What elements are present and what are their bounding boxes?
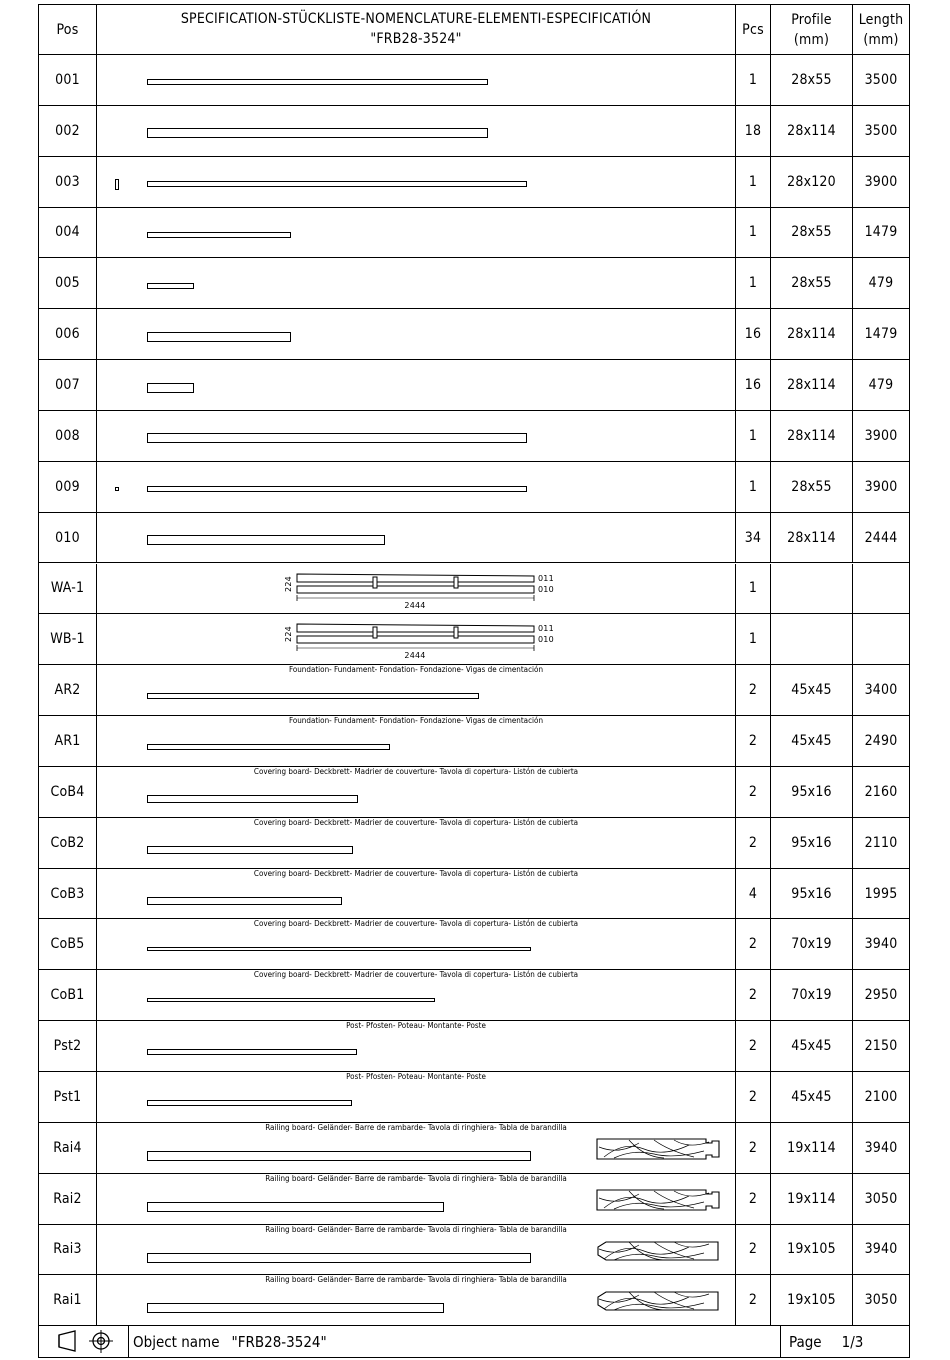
pos-cell: Rai1 [39, 1275, 97, 1325]
part-bar [147, 332, 291, 342]
header-length-label: Length [858, 11, 904, 28]
drawing-cell [97, 1021, 736, 1071]
profile-cell: 95x16 [771, 869, 853, 919]
pos-cell: 005 [39, 258, 97, 308]
part-bar [147, 1049, 357, 1055]
length-cell: 2150 [864, 1038, 898, 1055]
profile-cell: 45x45 [771, 716, 853, 766]
part-bar [147, 232, 291, 238]
pcs-cell: 2 [736, 1225, 771, 1275]
pos-cell: WA-1 [39, 564, 97, 614]
length-cell: 479 [868, 275, 894, 292]
header-profile-unit: (mm) [793, 31, 830, 48]
profile-cell: 28x114 [771, 513, 853, 563]
pcs-cell: 4 [736, 869, 771, 919]
drawing-cell [97, 1123, 736, 1173]
part-caption: Covering board- Deckbrett- Madrier de couverture- Tavola di copertura- Listón de cubierta [253, 766, 579, 776]
part-caption: Railing board- Geländer- Barre de rambarde- Tavola di ringhiera- Tabla de barandilla [265, 1122, 567, 1132]
table-row [39, 1225, 909, 1276]
part-bar [147, 693, 479, 699]
pos-cell: Rai2 [39, 1174, 97, 1224]
pcs-cell: 34 [736, 513, 771, 563]
drawing-cell [97, 1072, 736, 1122]
assembly-bottom-label: 010 [538, 584, 554, 594]
drawing-cell [97, 970, 736, 1020]
drawing-cell [97, 665, 736, 715]
assembly-width-label: 2444 [404, 651, 426, 661]
table-row [39, 919, 909, 970]
section-mark [115, 179, 119, 190]
length-cell: 2950 [864, 987, 898, 1004]
length-cell [853, 614, 909, 664]
part-bar [147, 846, 353, 854]
drawing-cell [97, 716, 736, 766]
header-pos-label: Pos [56, 21, 79, 38]
pos-cell: Pst2 [39, 1021, 97, 1071]
part-bar [147, 744, 390, 750]
pos-cell: 008 [39, 411, 97, 461]
drawing-cell [97, 411, 736, 461]
part-bar [147, 128, 488, 138]
drawing-cell [97, 1174, 736, 1224]
pcs-cell: 1 [736, 157, 771, 207]
part-bar [147, 486, 527, 492]
table-row [39, 360, 909, 411]
profile-cell: 70x19 [771, 919, 853, 969]
part-bar [147, 998, 435, 1002]
pos-cell: Rai3 [39, 1225, 97, 1275]
length-cell: 3050 [864, 1190, 898, 1207]
part-bar [147, 181, 527, 187]
pcs-cell: 1 [736, 258, 771, 308]
table-row [39, 665, 909, 716]
pos-cell: Pst1 [39, 1072, 97, 1122]
pcs-cell: 2 [736, 1174, 771, 1224]
object-name [133, 1326, 327, 1357]
pcs-cell: 2 [736, 767, 771, 817]
pcs-cell: 1 [736, 411, 771, 461]
pcs-cell: 2 [736, 1123, 771, 1173]
footer [39, 1325, 909, 1357]
profile-cell: 28x114 [771, 360, 853, 410]
header-length-unit: (mm) [863, 31, 899, 48]
table-row [39, 970, 909, 1021]
length-cell: 1479 [864, 224, 898, 241]
pos-cell: 004 [39, 208, 97, 258]
pos-cell: 010 [39, 513, 97, 563]
drawing-cell [97, 258, 736, 308]
pcs-cell: 2 [736, 1072, 771, 1122]
profile-cell: 28x55 [771, 258, 853, 308]
pos-cell: 001 [39, 55, 97, 105]
assembly-top-label: 011 [538, 624, 554, 634]
specification-sheet [38, 4, 910, 1358]
pcs-cell: 16 [736, 309, 771, 359]
pos-cell: CoB1 [39, 970, 97, 1020]
part-caption: Foundation- Fundament- Fondation- Fondazione- Vigas de cimentación [288, 716, 544, 726]
drawing-cell [97, 818, 736, 868]
part-caption: Railing board- Geländer- Barre de rambarde- Tavola di ringhiera- Tabla de barandilla [265, 1224, 567, 1234]
table-row [39, 513, 909, 564]
table-row [39, 767, 909, 818]
pcs-cell: 1 [736, 462, 771, 512]
part-bar [147, 1303, 444, 1313]
profile-cell: 28x120 [771, 157, 853, 207]
pcs-cell: 2 [736, 970, 771, 1020]
profile-cell: 45x45 [771, 1021, 853, 1071]
pos-cell: 007 [39, 360, 97, 410]
header-pcs-label: Pcs [742, 21, 764, 38]
pos-cell: 009 [39, 462, 97, 512]
pcs-cell: 2 [736, 818, 771, 868]
part-bar [147, 535, 385, 545]
assembly-top-label: 011 [538, 573, 554, 583]
pos-cell: 002 [39, 106, 97, 156]
part-bar [147, 1151, 531, 1161]
profile-cell: 28x55 [771, 208, 853, 258]
part-bar [147, 1100, 352, 1106]
profile-cell: 19x105 [771, 1275, 853, 1325]
drawing-cell [97, 767, 736, 817]
profile-cell: 28x114 [771, 411, 853, 461]
table-row [39, 208, 909, 259]
part-caption: Covering board- Deckbrett- Madrier de couverture- Tavola di copertura- Listón de cubierta [253, 868, 579, 878]
pcs-cell: 18 [736, 106, 771, 156]
page-value: 1/3 [841, 1332, 864, 1351]
drawing-cell [97, 309, 736, 359]
part-caption: Railing board- Geländer- Barre de rambarde- Tavola di ringhiera- Tabla de barandilla [265, 1173, 567, 1183]
profile-cell: 95x16 [771, 818, 853, 868]
pos-cell: WB-1 [39, 614, 97, 664]
drawing-cell [97, 614, 736, 664]
page-label: Page [789, 1332, 822, 1351]
drawing-cell [97, 360, 736, 410]
table-row [39, 106, 909, 157]
drawing-cell [97, 106, 736, 156]
pos-cell: CoB4 [39, 767, 97, 817]
length-cell: 3900 [864, 427, 898, 444]
length-cell: 3940 [864, 1241, 898, 1258]
title-line-1: SPECIFICATION-STÜCKLISTE-NOMENCLATURE-ELEMENTI-ESPECIFICATIÓN [180, 11, 652, 27]
profile-cell: 70x19 [771, 970, 853, 1020]
table-row [39, 258, 909, 309]
wall-assembly-drawing [277, 568, 577, 614]
rail-section-icon [594, 1289, 724, 1313]
length-cell: 2110 [864, 834, 898, 851]
object-name-value: "FRB28-3524" [231, 1332, 327, 1351]
pos-cell: AR2 [39, 665, 97, 715]
table-row [39, 1123, 909, 1174]
length-cell: 2444 [864, 529, 898, 546]
object-name-label: Object name [133, 1332, 220, 1351]
header-profile-label: Profile [791, 11, 832, 28]
pos-cell: AR1 [39, 716, 97, 766]
profile-cell [771, 614, 853, 664]
part-caption: Covering board- Deckbrett- Madrier de couverture- Tavola di copertura- Listón de cubierta [253, 919, 579, 929]
pos-cell: CoB2 [39, 818, 97, 868]
profile-cell: 28x114 [771, 309, 853, 359]
pcs-cell: 2 [736, 1275, 771, 1325]
profile-cell [771, 564, 853, 614]
drawing-cell [97, 869, 736, 919]
pcs-cell: 1 [736, 208, 771, 258]
part-caption: Covering board- Deckbrett- Madrier de couverture- Tavola di copertura- Listón de cubierta [253, 817, 579, 827]
table-row [39, 309, 909, 360]
profile-cell: 95x16 [771, 767, 853, 817]
table-row [39, 869, 909, 920]
drawing-cell [97, 462, 736, 512]
profile-cell: 45x45 [771, 1072, 853, 1122]
drawing-cell [97, 1275, 736, 1325]
pos-cell: 003 [39, 157, 97, 207]
part-bar [147, 433, 527, 443]
profile-cell: 45x45 [771, 665, 853, 715]
rail-section-icon [594, 1239, 724, 1263]
length-cell: 2100 [864, 1088, 898, 1105]
assembly-height-label: 224 [284, 626, 293, 643]
pos-cell: CoB3 [39, 869, 97, 919]
assembly-bottom-label: 010 [538, 635, 554, 645]
pcs-cell: 1 [736, 55, 771, 105]
table-row [39, 716, 909, 767]
length-cell: 479 [868, 377, 894, 394]
part-bar [147, 1202, 444, 1212]
part-bar [147, 1253, 531, 1263]
table-row [39, 1174, 909, 1225]
drawing-cell [97, 157, 736, 207]
assembly-height-label: 224 [284, 575, 293, 592]
profile-cell: 19x114 [771, 1174, 853, 1224]
length-cell: 3940 [864, 1139, 898, 1156]
length-cell: 3400 [864, 682, 898, 699]
projection-symbol [39, 1326, 129, 1357]
section-mark [115, 487, 119, 491]
page-info [780, 1326, 909, 1357]
assembly-width-label: 2444 [404, 600, 426, 610]
table-row [39, 818, 909, 869]
rail-section-icon [594, 1188, 724, 1212]
length-cell: 3940 [864, 936, 898, 953]
table-row [39, 157, 909, 208]
table-row [39, 1072, 909, 1123]
table-row [39, 1021, 909, 1072]
header-row [39, 5, 909, 55]
profile-cell: 19x114 [771, 1123, 853, 1173]
part-bar [147, 383, 194, 393]
part-caption: Post- Pfosten- Poteau- Montante- Poste [346, 1021, 486, 1031]
third-angle-projection-icon [39, 1326, 129, 1358]
pos-cell: Rai4 [39, 1123, 97, 1173]
table-row [39, 564, 909, 615]
part-bar [147, 283, 194, 289]
header-pcs [736, 5, 771, 54]
drawing-cell [97, 513, 736, 563]
length-cell: 3050 [864, 1292, 898, 1309]
table-row [39, 1275, 909, 1326]
pcs-cell: 2 [736, 1021, 771, 1071]
pcs-cell: 2 [736, 919, 771, 969]
table-row [39, 614, 909, 665]
profile-cell: 28x55 [771, 462, 853, 512]
part-bar [147, 897, 342, 905]
part-bar [147, 795, 358, 803]
part-caption: Foundation- Fundament- Fondation- Fondazione- Vigas de cimentación [288, 665, 544, 675]
profile-cell: 28x114 [771, 106, 853, 156]
drawing-cell [97, 1225, 736, 1275]
length-cell: 1995 [864, 885, 898, 902]
length-cell: 2160 [864, 783, 898, 800]
pcs-cell: 2 [736, 665, 771, 715]
pos-cell: 006 [39, 309, 97, 359]
title-line-2: "FRB28-3524" [370, 31, 462, 47]
length-cell: 3500 [864, 71, 898, 88]
part-caption: Covering board- Deckbrett- Madrier de couverture- Tavola di copertura- Listón de cubierta [253, 970, 579, 980]
rail-section-icon [594, 1137, 724, 1161]
length-cell: 3900 [864, 173, 898, 190]
wall-assembly-drawing [277, 618, 577, 664]
pcs-cell: 1 [736, 564, 771, 614]
header-title [97, 5, 736, 54]
table-row [39, 462, 909, 513]
drawing-cell [97, 208, 736, 258]
length-cell: 1479 [864, 326, 898, 343]
drawing-cell [97, 919, 736, 969]
drawing-cell [97, 564, 736, 614]
part-bar [147, 947, 531, 951]
header-pos [39, 5, 97, 54]
pcs-cell: 16 [736, 360, 771, 410]
header-length [853, 5, 909, 54]
part-caption: Post- Pfosten- Poteau- Montante- Poste [346, 1072, 486, 1081]
length-cell: 3500 [864, 122, 898, 139]
table-row [39, 55, 909, 106]
part-bar [147, 79, 488, 85]
pcs-cell: 1 [736, 614, 771, 664]
profile-cell: 19x105 [771, 1225, 853, 1275]
table-row [39, 411, 909, 462]
length-cell: 2490 [864, 732, 898, 749]
profile-cell: 28x55 [771, 55, 853, 105]
length-cell [853, 564, 909, 614]
pos-cell: CoB5 [39, 919, 97, 969]
header-profile [771, 5, 853, 54]
length-cell: 3900 [864, 478, 898, 495]
pcs-cell: 2 [736, 716, 771, 766]
drawing-cell [97, 55, 736, 105]
part-caption: Railing board- Geländer- Barre de rambarde- Tavola di ringhiera- Tabla de barandilla [265, 1275, 567, 1285]
